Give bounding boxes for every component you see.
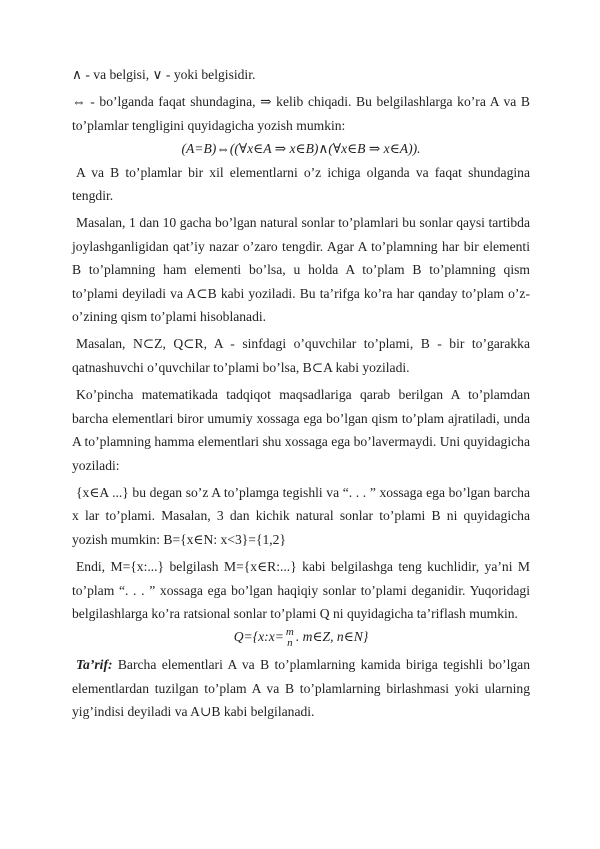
formula-left: Q={x:x=	[233, 629, 284, 645]
fraction-denominator: n	[287, 637, 293, 650]
paragraph-property: Ko’pincha matematikada tadqiqot maqsadlariga qarab berilgan A to’plamdan barcha elementlari biror umumiy xossaga ega bo’lgan qism to’plam ajratiladi, unda A to’plamning hamma elementlari shu xossaga ega bo’lavermaydi. Uni quyidagicha yoziladi:	[72, 387, 530, 473]
fraction-numerator: m	[285, 626, 294, 639]
definition-text: Barcha elementlari A va B to’plamlarning kamida biriga tegishli bo’lgan elementlardan tuzilgan to’plam A va B to’plamlarning birlashmasi yoki ularning yig’indisi deyiladi va A∪B kabi belgilanadi.	[72, 657, 530, 720]
formula-right: . m∈Z, n∈N}	[295, 629, 369, 645]
paragraph-equality: A va B to’plamlar bir xil elementlarni o’z ichiga olganda va faqat shundagina tengdir.	[72, 164, 530, 204]
document-page	[72, 63, 530, 723]
definition-term: Ta’rif:	[76, 657, 113, 673]
set-equality-formula: (A=B)⇔((∀x∈A ⇒ x∈B)∧(∀x∈B ⇒ x∈A)).	[181, 141, 421, 157]
paragraph-set-builder: {x∈A ...} bu degan so’z A to’plamga tegishli va “. . . ” xossaga ega bo’lgan barcha x lar to’plami. Masalan, 3 dan kichik natural sonlar to’plami B ni quyidagicha yozish mumkin: B={x∈N: x<3}={1,2}	[72, 484, 530, 547]
rational-numbers-formula	[72, 625, 530, 649]
paragraph-real-sets: Endi, M={x:...} belgilash M={x∈R:...} kabi belgilashga teng kuchlidir, ya’ni M to’plam “. . . ” xossaga ega bo’lgan haqiqiy sonlar to’plami deganidir. Yuqoridagi belgilashlarga ko’ra ratsional sonlar to’plami Q ni quyidagicha ta’riflash mumkin.	[72, 559, 530, 621]
paragraph-example: Masalan, N⊂Z, Q⊂R, A - sinfdagi o’quvchilar to’plami, B - bir to’garakka qatnashuvchi o’quvchilar to’plami bo’lsa, B⊂A kabi yoziladi.	[72, 336, 530, 375]
fraction	[286, 627, 294, 649]
logic-symbols-line: ∧ - va belgisi, ∨ - yoki belgisidir.	[72, 67, 256, 82]
implication-paragraph: ⇔ - bo’lganda faqat shundagina, ⇒ kelib chiqadi. Bu belgilashlarga ko’ra A va B to’plamlar tengligini quyidagicha yozish mumkin:	[72, 94, 530, 133]
paragraph-subset: Masalan, 1 dan 10 gacha bo’lgan natural sonlar to’plamlari bu sonlar qaysi tartibda joylashganligidan qat’iy nazar o’zaro tengdir. Agar A to’plamning har bir elementi B to’plamning ham elementi bo’lsa, u holda A to’plam B to’plamning qism to’plami deyiladi va A⊂B kabi yoziladi. Bu ta’rifga ko’ra har qanday to’plam o’z-o’zining qism to’plami hisoblanadi.	[72, 215, 530, 325]
definition-paragraph	[72, 653, 530, 723]
